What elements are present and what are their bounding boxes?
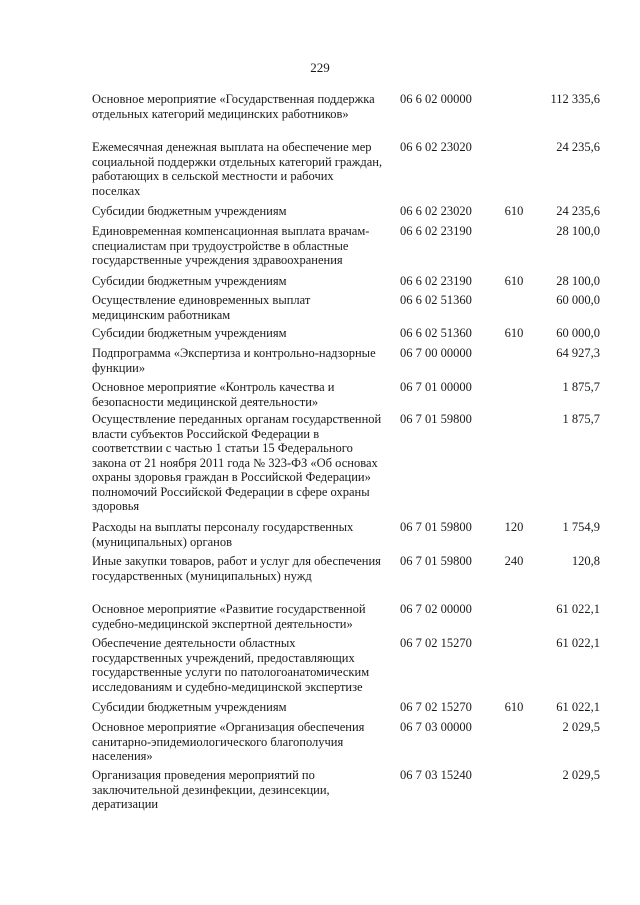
row-expense-type: 610	[504, 700, 524, 714]
row-name: Обеспечение деятельности областных государственных учреждений, предоставляющих государственные услуги по патологоанатомическим исследованиям и судебно-медицинской экспертизе	[92, 636, 370, 694]
row-code: 06 7 02 00000	[400, 602, 472, 616]
row-sum: 28 100,0	[556, 274, 600, 288]
row-code: 06 6 02 23020	[400, 140, 472, 154]
row-code: 06 6 02 51360	[400, 293, 472, 307]
row-code: 06 7 01 59800	[400, 412, 472, 426]
row-name: Основное мероприятие «Государственная поддержка отдельных категорий медицинских работников»	[92, 92, 375, 121]
row-code: 06 7 02 15270	[400, 700, 472, 714]
row-code: 06 6 02 00000	[400, 92, 472, 106]
row-code: 06 7 03 00000	[400, 720, 472, 734]
row-sum: 64 927,3	[556, 346, 600, 360]
row-name: Субсидии бюджетным учреждениям	[92, 326, 287, 340]
row-name: Основное мероприятие «Организация обеспечения санитарно-эпидемиологического благополучия населения»	[92, 720, 365, 763]
row-code: 06 7 01 59800	[400, 554, 472, 568]
row-name: Организация проведения мероприятий по заключительной дезинфекции, дезинсекции, дератизации	[92, 768, 330, 811]
row-code: 06 7 02 15270	[400, 636, 472, 650]
row-name: Осуществление переданных органам государственной власти субъектов Российской Федерации в соответствии с частью 1 статьи 15 Федерального закона от 21 ноября 2011 года № 323-ФЗ «Об основах охраны здоровья граждан в Российской Федерации» полномочий Российской Федерации в сфере охраны здоровья	[92, 412, 382, 513]
row-name: Подпрограмма «Экспертиза и контрольно-надзорные функции»	[92, 346, 376, 375]
row-sum: 60 000,0	[556, 326, 600, 340]
row-sum: 120,8	[571, 554, 600, 568]
row-name: Субсидии бюджетным учреждениям	[92, 700, 287, 714]
row-code: 06 6 02 23020	[400, 204, 472, 218]
row-expense-type: 240	[504, 554, 524, 568]
row-sum: 1 875,7	[562, 380, 600, 394]
row-expense-type: 610	[504, 326, 524, 340]
row-sum: 2 029,5	[562, 768, 600, 782]
row-code: 06 6 02 23190	[400, 224, 472, 238]
row-name: Основное мероприятие «Развитие государственной судебно-медицинской экспертной деятельности»	[92, 602, 366, 631]
row-name: Единовременная компенсационная выплата врачам-специалистам при трудоустройстве в областные государственные учреждения здравоохранения	[92, 224, 370, 267]
row-code: 06 6 02 23190	[400, 274, 472, 288]
row-name: Субсидии бюджетным учреждениям	[92, 204, 287, 218]
row-expense-type: 610	[504, 274, 524, 288]
row-name: Расходы на выплаты персоналу государственных (муниципальных) органов	[92, 520, 354, 549]
row-name: Иные закупки товаров, работ и услуг для обеспечения государственных (муниципальных) нужд	[92, 554, 381, 583]
row-sum: 1 754,9	[562, 520, 600, 534]
row-expense-type: 610	[504, 204, 524, 218]
row-sum: 28 100,0	[556, 224, 600, 238]
row-sum: 2 029,5	[562, 720, 600, 734]
row-code: 06 7 01 00000	[400, 380, 472, 394]
row-sum: 61 022,1	[556, 700, 600, 714]
row-name: Субсидии бюджетным учреждениям	[92, 274, 287, 288]
row-code: 06 7 01 59800	[400, 520, 472, 534]
row-name: Ежемесячная денежная выплата на обеспечение мер социальной поддержки отдельных категорий граждан, работающих в сельской местности и рабочих поселках	[92, 140, 383, 198]
row-code: 06 6 02 51360	[400, 326, 472, 340]
row-expense-type: 120	[504, 520, 524, 534]
row-sum: 24 235,6	[556, 204, 600, 218]
row-name: Основное мероприятие «Контроль качества и безопасности медицинской деятельности»	[92, 380, 335, 409]
row-sum: 112 335,6	[550, 92, 600, 106]
row-name: Осуществление единовременных выплат медицинским работникам	[92, 293, 311, 322]
row-code: 06 7 00 00000	[400, 346, 472, 360]
row-sum: 60 000,0	[556, 293, 600, 307]
row-code: 06 7 03 15240	[400, 768, 472, 782]
row-sum: 61 022,1	[556, 602, 600, 616]
row-sum: 61 022,1	[556, 636, 600, 650]
row-sum: 1 875,7	[562, 412, 600, 426]
row-sum: 24 235,6	[556, 140, 600, 154]
page-number: 229	[310, 60, 330, 75]
